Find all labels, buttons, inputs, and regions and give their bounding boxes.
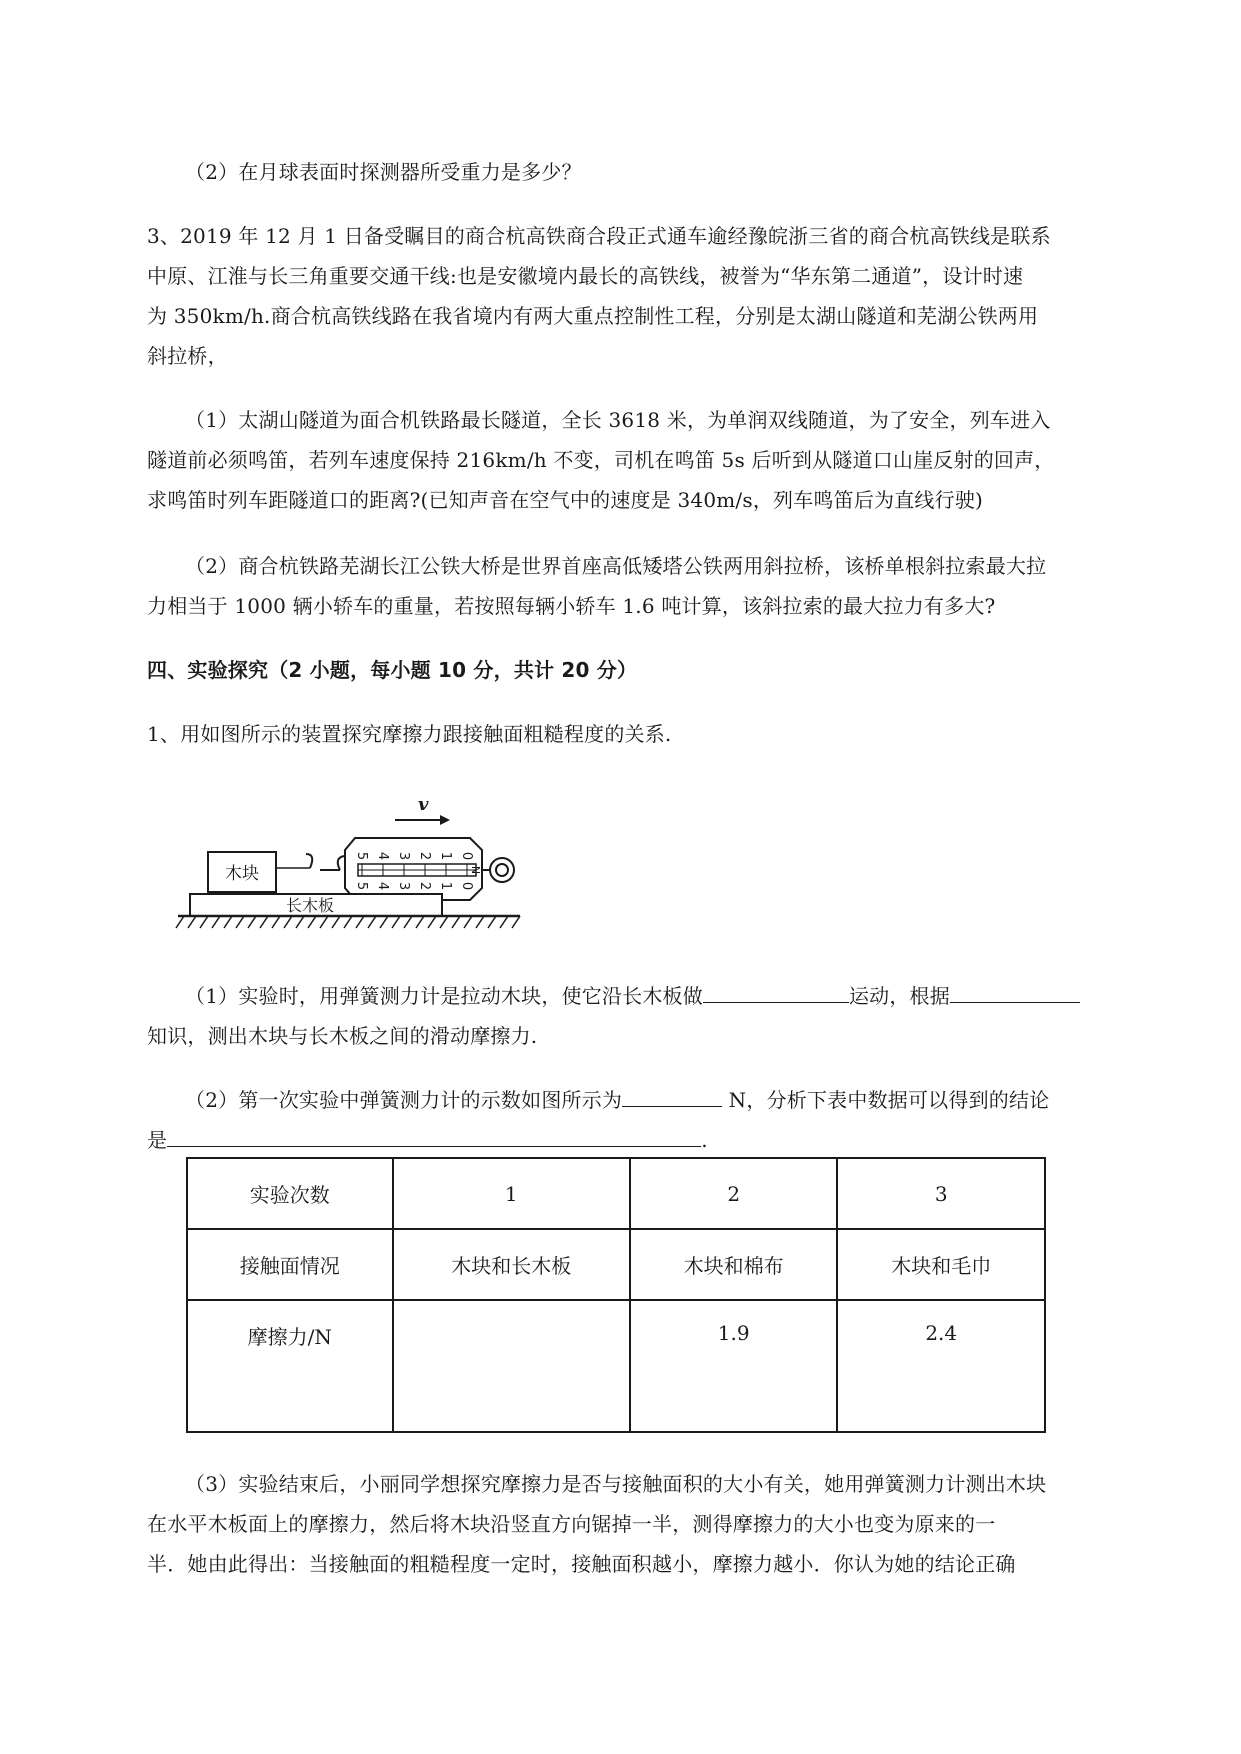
friction-value-2: 1.9: [717, 1321, 750, 1345]
experiment-data-table: [186, 1157, 1046, 1433]
scale-bottom-label: 5: [354, 881, 369, 891]
pull-ring-icon: [490, 858, 514, 882]
table-cell: 木块和棉布: [630, 1229, 838, 1300]
question-3-intro-line-1: 3、2019 年 12 月 1 日备受瞩目的商合杭高铁商合段正式通车逾经豫皖浙三省的商合杭高铁线是联系: [147, 224, 1051, 248]
experiment-1-1-line-1: [185, 980, 1080, 1010]
table-cell: 3: [837, 1158, 1045, 1229]
e1-1-text-b: 运动，根据: [848, 984, 950, 1008]
e1-2-text-c: 是: [147, 1128, 168, 1152]
question-3-1-line-1: （1）太湖山隧道为面合机铁路最长隧道，全长 3618 米，为单润双线随道，为了安全，列车进入: [185, 408, 1051, 432]
hook-left-icon: [338, 856, 344, 870]
board-label: 长木板: [285, 896, 335, 915]
answer-blank-motion[interactable]: [703, 980, 849, 1003]
spring-scale: [345, 838, 482, 900]
experiment-1-3-line-2: 在水平木板面上的摩擦力，然后将木块沿竖直方向锯掉一半，测得摩擦力的大小也变为原来的一: [147, 1512, 996, 1536]
scale-top-label: 4: [375, 851, 390, 861]
apparatus-figure: [170, 790, 570, 940]
question-3-2-line-2: 力相当于 1000 辆小轿车的重量，若按照每辆小轿车 1.6 吨计算，该斜拉索的最大拉力有多大?: [147, 594, 996, 618]
table-cell: 木块和毛巾: [837, 1229, 1045, 1300]
table-cell-answer[interactable]: [393, 1300, 630, 1432]
table-row: [187, 1300, 1045, 1432]
scale-bottom-label: 2: [417, 881, 432, 891]
table-cell: [630, 1300, 838, 1432]
e1-2-text-b: N，分析下表中数据可以得到的结论: [722, 1088, 1050, 1112]
scale-bottom-label: 4: [375, 881, 390, 891]
experiment-1-1-line-2: 知识，测出木块与长木板之间的滑动摩擦力.: [147, 1024, 538, 1048]
velocity-label: v: [418, 794, 429, 815]
e1-2-text-a: （2）第一次实验中弹簧测力计的示数如图所示为: [185, 1088, 623, 1112]
question-3-intro-line-4: 斜拉桥，: [147, 344, 228, 368]
answer-blank-reading[interactable]: [622, 1084, 722, 1107]
experiment-1-intro: 1、用如图所示的装置探究摩擦力跟接触面粗糙程度的关系.: [147, 722, 672, 746]
ground-surface: [176, 916, 520, 928]
answer-blank-conclusion[interactable]: [167, 1124, 701, 1147]
scale-top-label: 1: [438, 851, 453, 861]
scale-top-label: 3: [396, 851, 411, 861]
unit-label: N: [469, 865, 482, 875]
scale-top-label: 0: [459, 851, 474, 861]
scale-bottom-label: 1: [438, 881, 453, 891]
velocity-arrow: [395, 815, 450, 825]
question-3-2-moon: （2）在月球表面时探测器所受重力是多少？: [185, 160, 582, 184]
question-3-1-line-3: 求鸣笛时列车距隧道口的距离?(已知声音在空气中的速度是 340m/s，列车鸣笛后为直线行驶): [147, 488, 984, 512]
table-cell: 实验次数: [187, 1158, 393, 1229]
friction-value-3: 2.4: [925, 1321, 958, 1345]
e1-2-text-d: .: [701, 1128, 708, 1152]
experiment-1-3-line-3: 半．她由此得出：当接触面的粗糙程度一定时，接触面积越小，摩擦力越小．你认为她的结论正确: [147, 1552, 1016, 1576]
table-cell: 2: [630, 1158, 838, 1229]
section-4-heading: 四、实验探究（2 小题，每小题 10 分，共计 20 分）: [147, 658, 638, 682]
table-cell: [187, 1300, 393, 1432]
scale-top-label: 2: [417, 851, 432, 861]
experiment-1-3-line-1: （3）实验结束后，小丽同学想探究摩擦力是否与接触面积的大小有关，她用弹簧测力计测出木块: [185, 1472, 1047, 1496]
table-cell: 1: [393, 1158, 630, 1229]
hook-icon: [306, 854, 312, 868]
table-row: [187, 1158, 1045, 1229]
experiment-1-2-line-2: [147, 1124, 708, 1154]
question-3-2-line-1: （2）商合杭铁路芜湖长江公铁大桥是世界首座高低矮塔公铁两用斜拉桥，该桥单根斜拉索最大拉: [185, 554, 1047, 578]
e1-1-text-a: （1）实验时，用弹簧测力计是拉动木块，使它沿长木板做: [185, 984, 703, 1008]
table-cell: [837, 1300, 1045, 1432]
question-3-1-line-2: 隧道前必须鸣笛，若列车速度保持 216km/h 不变，司机在鸣笛 5s 后听到从隧道口山崖反射的回声，: [147, 448, 1055, 472]
table-cell: 木块和长木板: [393, 1229, 630, 1300]
answer-blank-principle[interactable]: [950, 980, 1080, 1003]
scale-bottom-label: 0: [459, 881, 474, 891]
table-cell: 接触面情况: [187, 1229, 393, 1300]
scale-top-label: 5: [354, 851, 369, 861]
friction-label: 摩擦力/N: [247, 1325, 332, 1349]
question-3-intro-line-2: 中原、江淮与长三角重要交通干线:也是安徽境内最长的高铁线，被誉为“华东第二通道”，设计时速: [147, 264, 1024, 288]
table-row: [187, 1229, 1045, 1300]
question-3-intro-line-3: 为 350km/h.商合杭高铁线路在我省境内有两大重点控制性工程，分别是太湖山隧道和芜湖公铁两用: [147, 304, 1039, 328]
block-label: 木块: [225, 864, 259, 884]
scale-bottom-label: 3: [396, 881, 411, 891]
experiment-1-2-line-1: [185, 1084, 1049, 1114]
